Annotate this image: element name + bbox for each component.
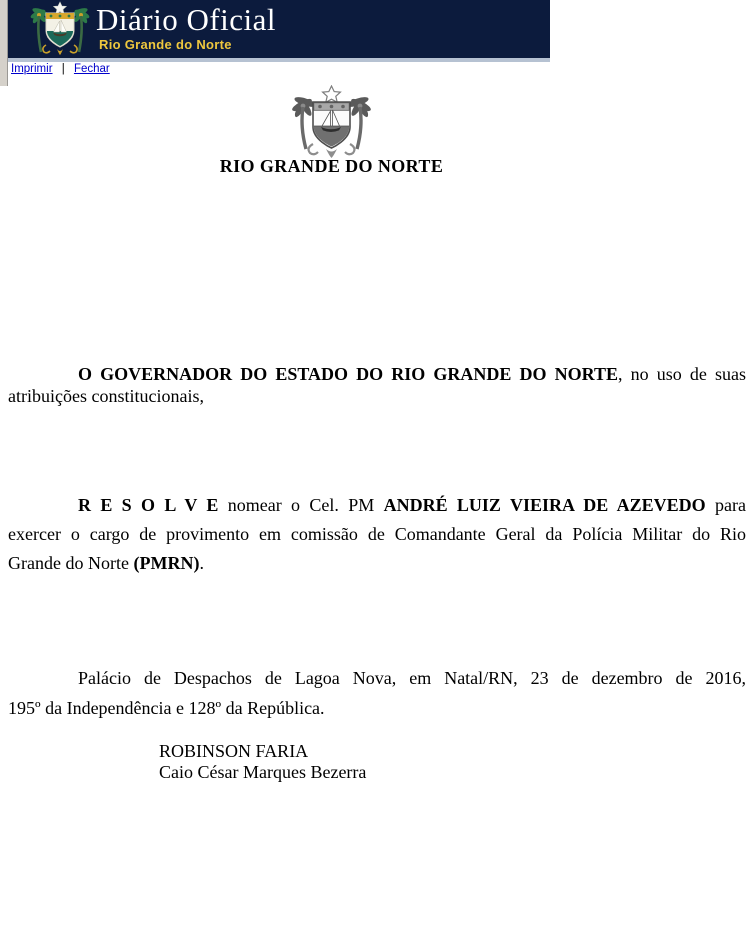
gazette-banner — [8, 0, 550, 58]
text-run: nomear o Cel. PM — [218, 495, 384, 515]
text-run: exercer o cargo de provimento em comissão de Comandante Geral da Polícia Militar do Rio — [8, 524, 746, 544]
close-link[interactable]: Fechar — [73, 63, 110, 75]
text-run: O GOVERNADOR DO ESTADO DO RIO GRANDE DO NORTE — [78, 364, 619, 384]
text-run: Palácio de Despachos de Lagoa Nova, em Natal/RN, 23 de dezembro de 2016, — [78, 668, 746, 688]
state-title: RIO GRANDE DO NORTE — [219, 156, 444, 176]
paragraph-closing — [8, 663, 746, 723]
text-line — [8, 693, 746, 723]
text-run: 195º da Independência e 128º da República. — [8, 698, 325, 718]
text-run: ANDRÉ LUIZ VIEIRA DE AZEVEDO — [383, 495, 706, 515]
text-run: Grande do Norte — [8, 553, 134, 573]
text-line — [8, 549, 746, 578]
text-line — [8, 385, 746, 407]
print-link[interactable]: Imprimir — [11, 63, 53, 75]
text-run: atribuições constitucionais, — [8, 386, 204, 406]
text-run: (PMRN) — [133, 553, 200, 573]
text-line — [8, 363, 746, 385]
text-line — [8, 491, 746, 520]
text-run: R E S O L V E — [78, 495, 219, 515]
paragraph-preamble — [8, 363, 746, 407]
rn-coat-of-arms-color-icon — [28, 1, 92, 57]
paragraph-resolve — [8, 491, 746, 578]
frame-edge-strip — [0, 0, 8, 86]
print-toolbar — [11, 63, 110, 75]
signature-governor: ROBINSON FARIA — [159, 741, 309, 761]
text-line — [8, 663, 746, 693]
text-run: para — [705, 495, 746, 515]
signature-secretary: Caio César Marques Bezerra — [159, 762, 367, 782]
text-run: , no uso de suas — [618, 364, 746, 384]
banner-underline — [8, 58, 550, 62]
toolbar-separator: | — [61, 63, 65, 75]
text-run: . — [199, 553, 204, 573]
signature-block — [159, 741, 366, 783]
text-line — [8, 520, 746, 549]
rn-coat-of-arms-grayscale-icon — [285, 85, 378, 163]
banner-title: Diário Oficial — [96, 2, 277, 37]
banner-subtitle: Rio Grande do Norte — [99, 37, 232, 52]
